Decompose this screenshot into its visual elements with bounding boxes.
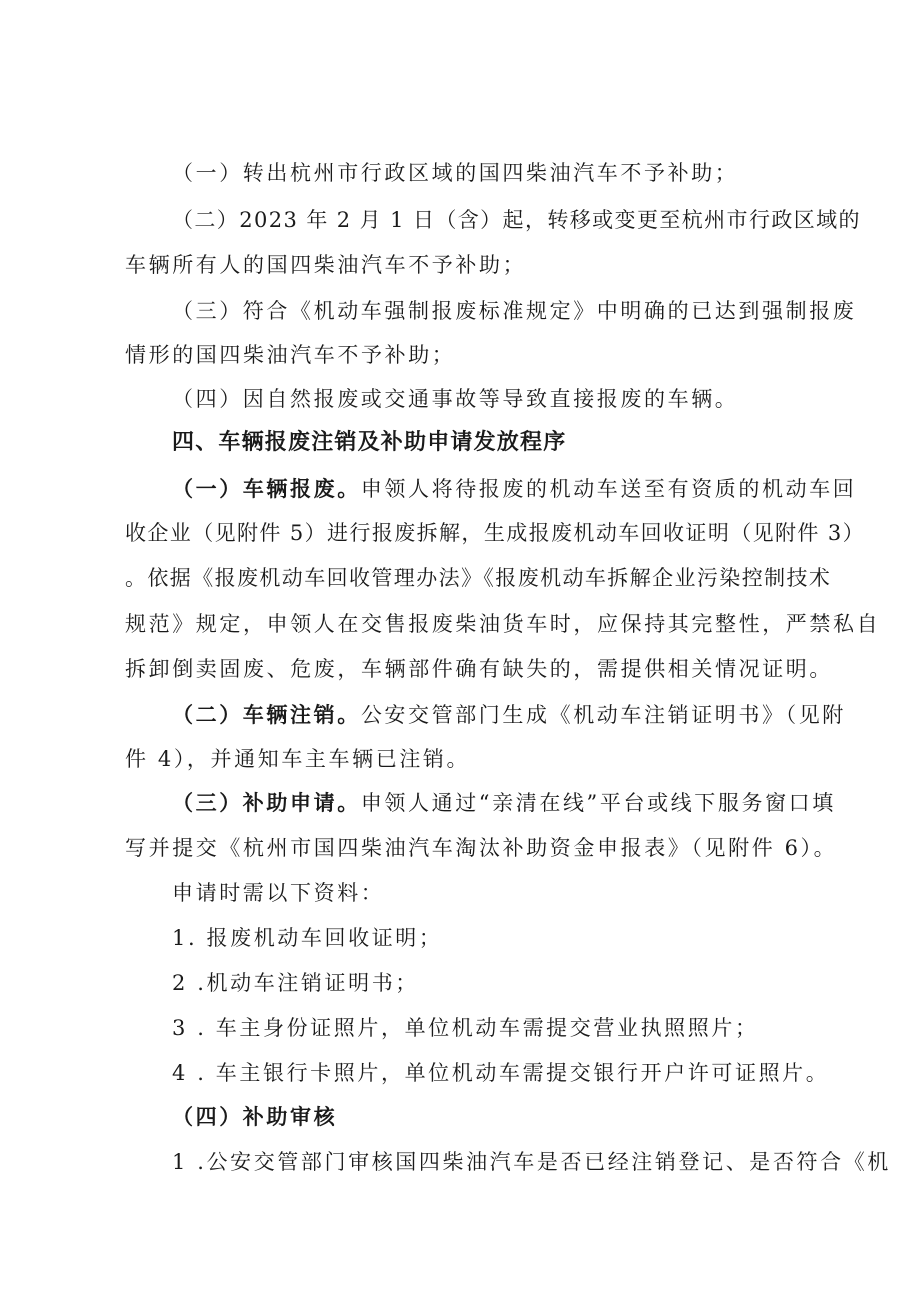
subsection-1-line-1 [172,474,856,504]
materials-item-1: 1. 报废机动车回收证明； [172,926,443,950]
subsection-1-text: 申领人将待报废的机动车送至有资质的机动车回 [360,477,857,501]
materials-item-2: 2 .机动车注销证明书； [172,971,419,995]
subsection-3-line-2: 写并提交《杭州市国四柴油汽车淘汰补助资金申报表》（见附件 6）。 [125,836,838,860]
materials-item-3: 3 . 车主身份证照片，单位机动车需提交营业执照照片； [172,1016,759,1040]
subsection-1-line-5: 拆卸倒卖固废、危废，车辆部件确有缺失的，需提供相关情况证明。 [125,657,833,681]
subsection-4-line-1: 1 .公安交管部门审核国四柴油汽车是否已经注销登记、是否符合《机 [172,1150,891,1174]
subsection-1-line-4: 规范》规定，申领人在交售报废柴油货车时，应保持其完整性，严禁私自 [125,612,881,636]
subsection-4-title: （四）补助审核 [172,1105,338,1129]
paragraph-exclusion-2-line-1: （二）2023 年 2 月 1 日（含）起，转移或变更至杭州市行政区域的 [172,208,861,232]
subsection-3-title: （三）补助申请。 [172,791,361,815]
subsection-1-title: （一）车辆报废。 [172,477,361,501]
section-heading: 四、车辆报废注销及补助申请发放程序 [172,430,567,455]
subsection-3-line-1 [172,788,836,818]
materials-item-4: 4 . 车主银行卡照片，单位机动车需提交银行开户许可证照片。 [172,1061,830,1085]
subsection-1-line-2: 收企业（见附件 5）进行报废拆解，生成报废机动车回收证明（见附件 3） [125,521,866,545]
materials-intro: 申请时需以下资料： [172,881,385,905]
paragraph-exclusion-2-line-2: 车辆所有人的国四柴油汽车不予补助； [125,253,527,277]
subsection-2-line-2: 件 4），并通知车主车辆已注销。 [125,747,471,771]
subsection-2-line-1 [172,700,846,730]
subsection-1-line-3: 。依据《报废机动车回收管理办法》《报废机动车拆解企业污染控制技术 [125,566,832,590]
paragraph-exclusion-3-line-1: （三）符合《机动车强制报废标准规定》中明确的已达到强制报废 [172,299,857,323]
subsection-2-title: （二）车辆注销。 [172,703,361,727]
paragraph-exclusion-4: （四）因自然报废或交通事故等导致直接报废的车辆。 [172,387,739,411]
paragraph-exclusion-1: （一）转出杭州市行政区域的国四柴油汽车不予补助； [172,161,739,185]
subsection-2-text: 公安交管部门生成《机动车注销证明书》（见附 [360,703,846,727]
subsection-3-text: 申领人通过“亲清在线”平台或线下服务窗口填 [360,791,836,815]
paragraph-exclusion-3-line-2: 情形的国四柴油汽车不予补助； [125,343,456,367]
